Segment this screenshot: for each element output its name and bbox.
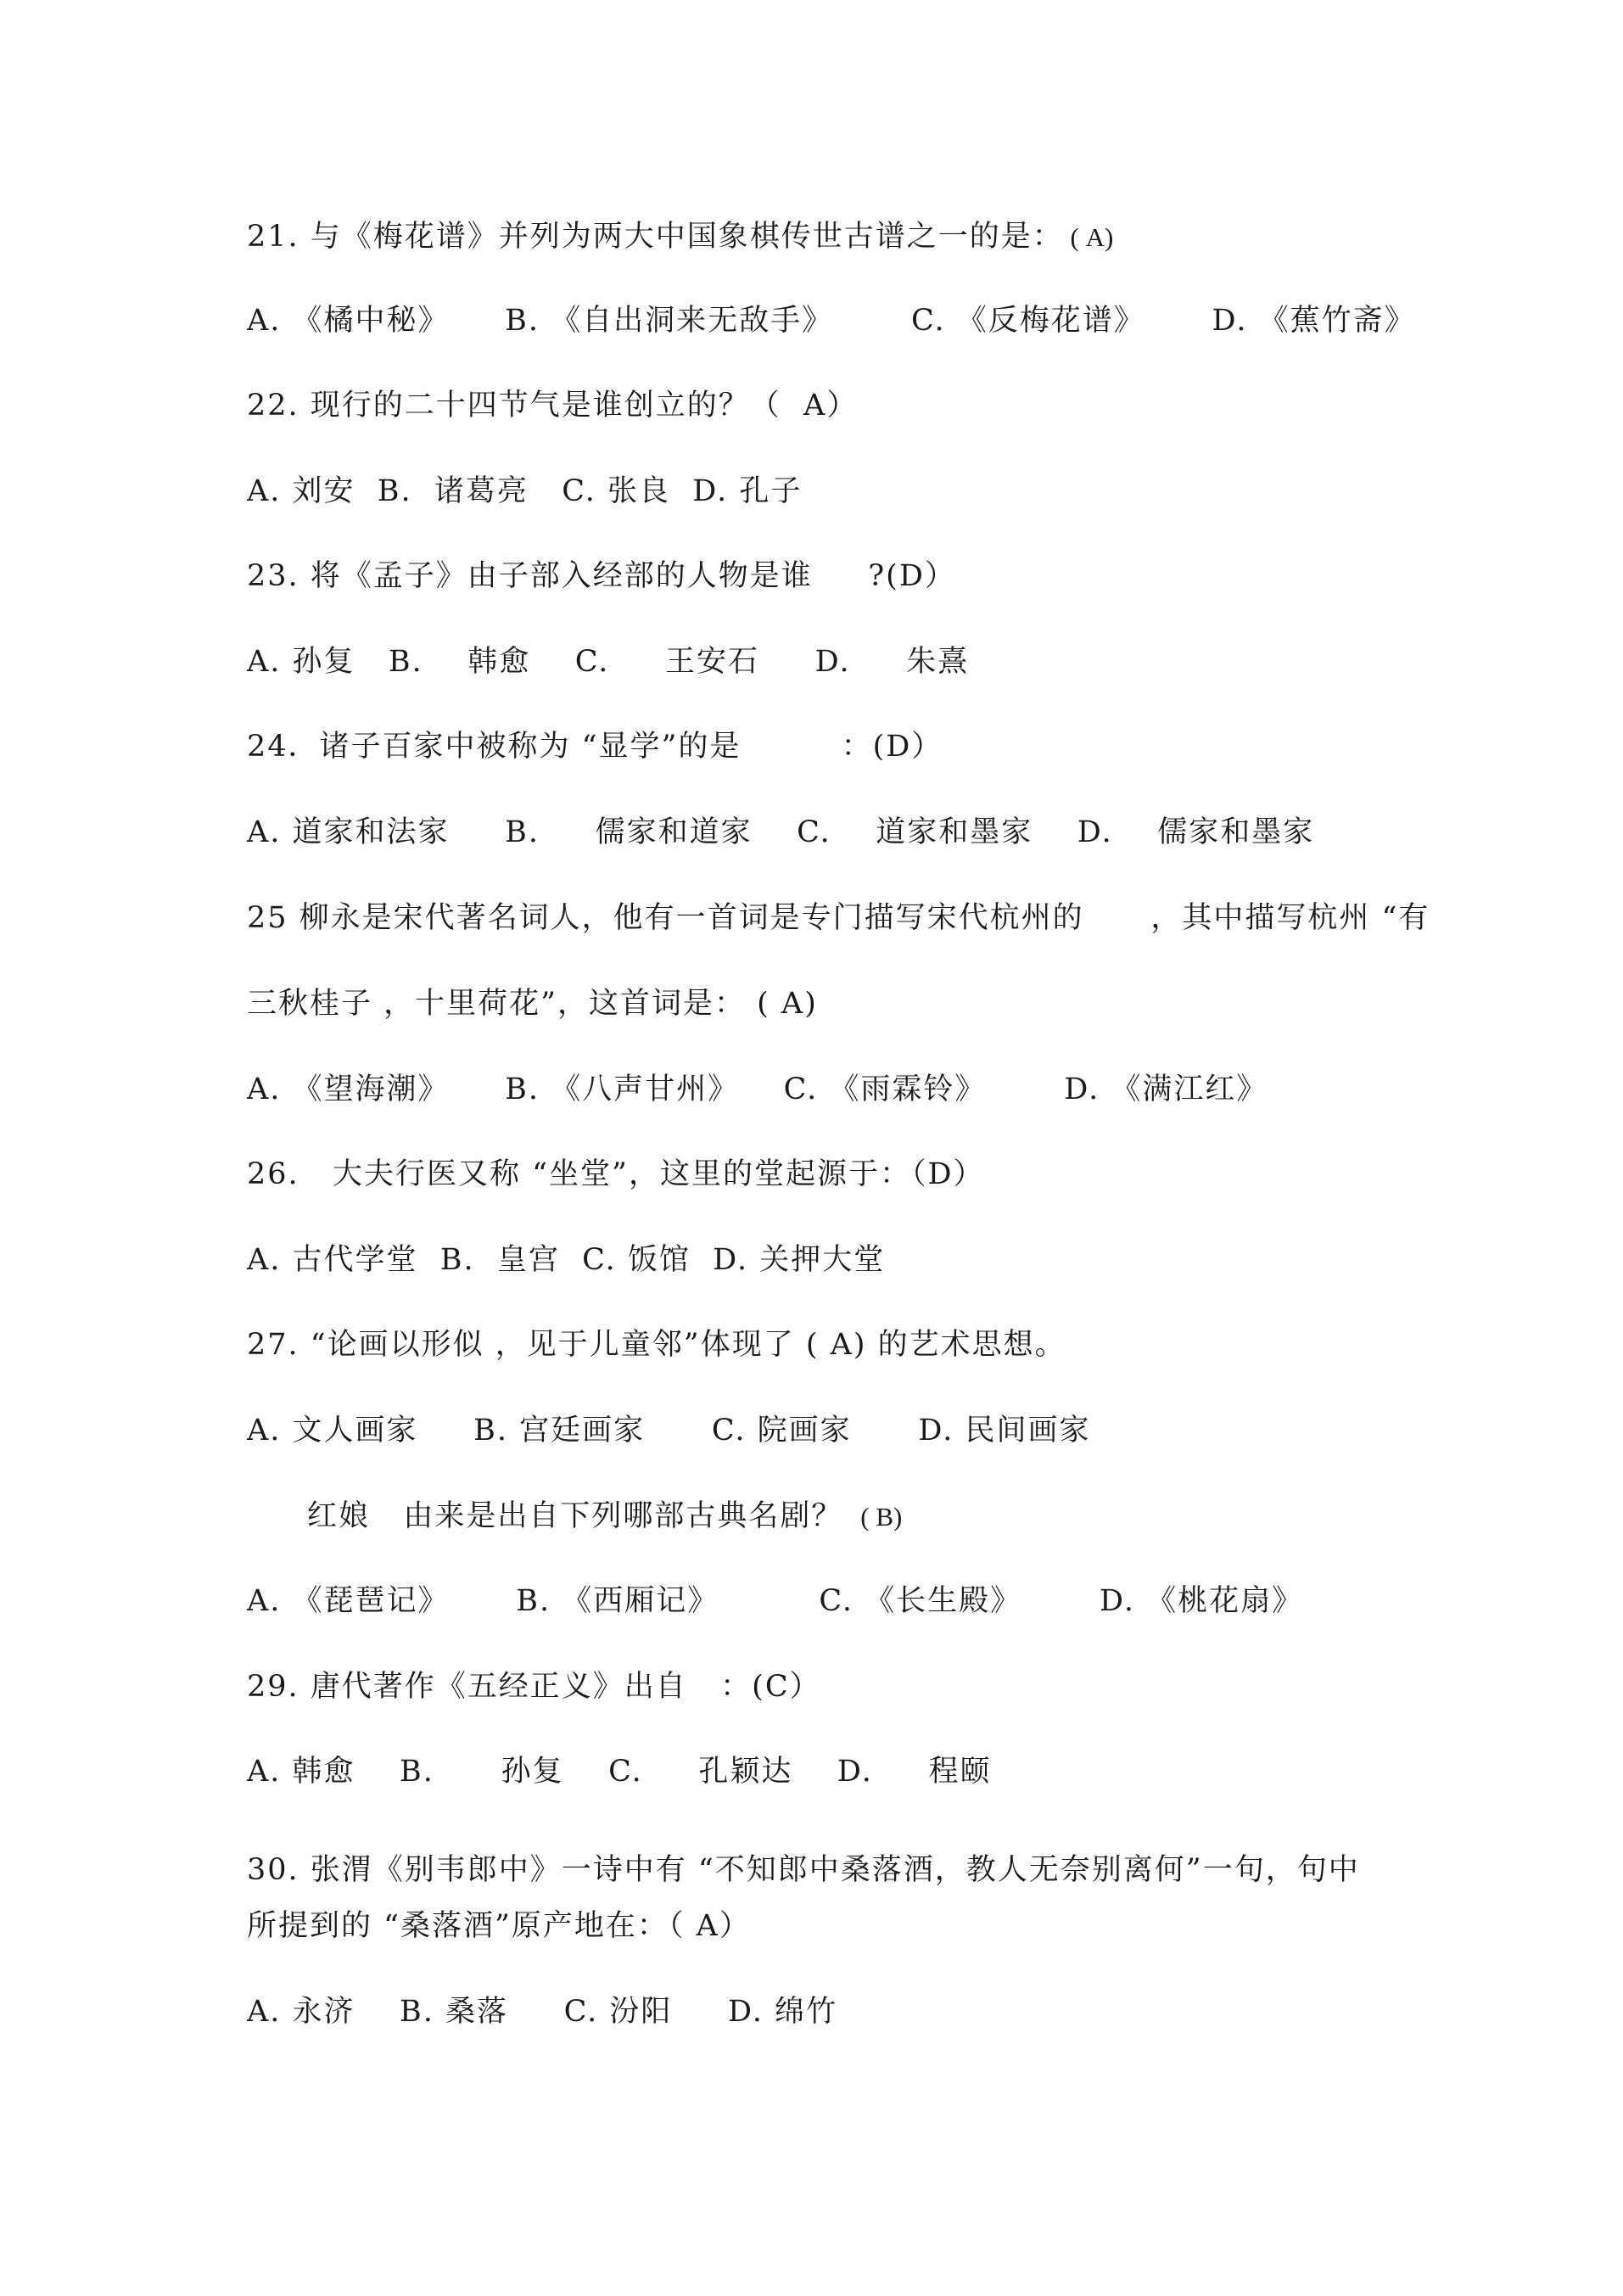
line-text: 24．诸子百家中被称为 “显学”的是 ：(D） [247, 730, 943, 764]
text-line [247, 1325, 1401, 1364]
line-text: A. 古代学堂 B. 皇宫 C. 饭馆 D. 关押大堂 [247, 1243, 886, 1277]
line-text: 所提到的 “桑落酒”原产地在：（ A） [247, 1909, 751, 1943]
line-text: A. 孙复 B. 韩愈 C. 王安石 D. 朱熹 [247, 645, 970, 679]
line-text: 23. 将《孟子》由子部入经部的人物是谁 ?(D） [247, 559, 956, 593]
line-text: 26. 大夫行医又称 “坐堂”，这里的堂起源于：（D） [247, 1157, 985, 1191]
text-line [307, 1497, 1461, 1537]
answer-mark: ( B) [853, 1502, 903, 1532]
text-line [247, 1992, 1401, 2031]
line-text: A. 《橘中秘》 B. 《自出洞来无敌手》 C. 《反梅花谱》 D. 《蕉竹斋》 [247, 304, 1416, 338]
line-text: 红娘 由来是出自下列哪部古典名剧？ [307, 1499, 854, 1533]
text-line [247, 1851, 1401, 1890]
line-text: A. 道家和法家 B. 儒家和道家 C. 道家和墨家 D. 儒家和墨家 [247, 815, 1315, 849]
answer-mark: ( A) [1063, 222, 1114, 252]
line-text: A. 刘安 B. 诸葛亮 C. 张良 D. 孔子 [247, 474, 803, 508]
text-line [247, 217, 1401, 257]
text-line [247, 1070, 1401, 1109]
text-line [247, 557, 1401, 596]
line-text: 25 柳永是宋代著名词人，他有一首词是专门描写宋代杭州的 ，其中描写杭州 “有 [247, 901, 1430, 935]
text-line [247, 386, 1401, 425]
text-line [247, 1155, 1401, 1194]
line-text: 22. 现行的二十四节气是谁创立的？（ A） [247, 389, 859, 423]
text-line [247, 472, 1401, 511]
text-line [247, 1667, 1401, 1706]
line-text: 三秋桂子 ，十里荷花”，这首词是： ( A) [247, 987, 818, 1021]
text-line [247, 301, 1416, 340]
line-text: A. 永济 B. 桑落 C. 汾阳 D. 绵竹 [247, 1995, 838, 2029]
line-text: 30. 张渭《别韦郎中》一诗中有 “不知郎中桑落酒，教人无奈别离何”一句，句中 [247, 1853, 1360, 1887]
text-line [247, 727, 1401, 766]
line-text: A. 《琵琶记》 B. 《西厢记》 C. 《长生殿》 D. 《桃花扇》 [247, 1584, 1304, 1618]
text-line [247, 1907, 1401, 1946]
text-line [247, 1582, 1401, 1621]
text-line [247, 1240, 1401, 1280]
line-text: 29. 唐代著作《五经正义》出自 ：(C） [247, 1670, 821, 1704]
line-text: 27. “论画以形似 ，见于儿童邻”体现了 ( A) 的艺术思想。 [247, 1328, 1066, 1362]
text-line [247, 899, 1430, 938]
text-line [247, 1752, 1401, 1791]
line-text: A. 文人画家 B. 宫廷画家 C. 院画家 D. 民间画家 [247, 1414, 1091, 1448]
line-text: A. 《望海潮》 B. 《八声甘州》 C. 《雨霖铃》 D. 《满江红》 [247, 1072, 1268, 1106]
text-line [247, 642, 1401, 681]
text-line [247, 984, 1401, 1023]
line-text: A. 韩愈 B. 孙复 C. 孔颖达 D. 程颐 [247, 1755, 992, 1789]
line-text: 21. 与《梅花谱》并列为两大中国象棋传世古谱之一的是： [247, 220, 1064, 254]
text-line [247, 1411, 1401, 1450]
text-line [247, 813, 1401, 852]
